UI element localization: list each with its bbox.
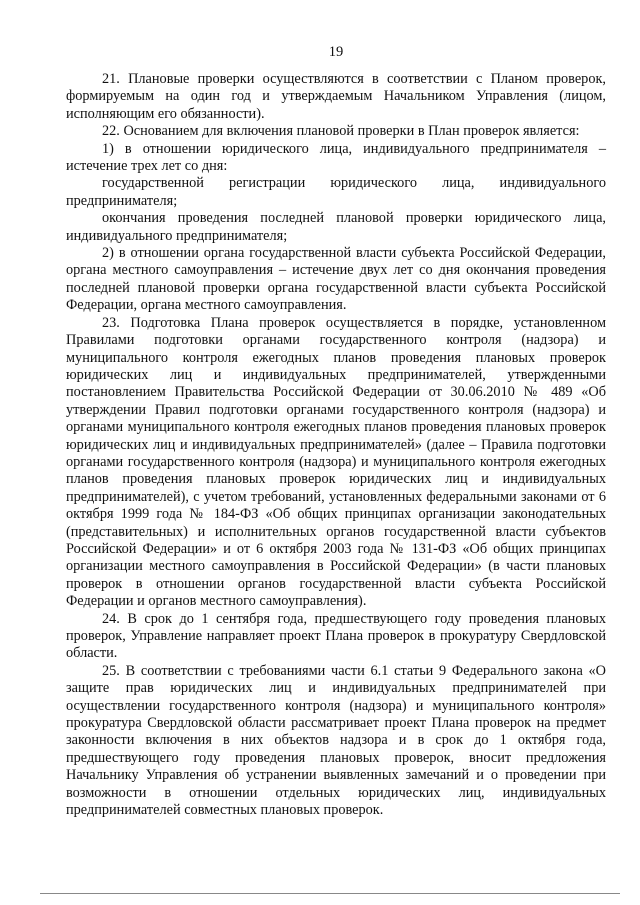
scan-bottom-edge xyxy=(40,893,620,894)
paragraph-25: 25. В соответствии с требованиями части 6.1 статьи 9 Федерального закона «О защите прав юридических лиц и индивидуальных предпринимателей при осуществлении государственного контроля (надзора) и муниципального контроля» прокуратура Свердловской области рассматривает проект Плана проверок на предмет законности включения в них объектов надзора и в срок до 1 октября года, предшествующего году проведения плановых проверок, вносит предложения Начальнику Управления об устранении выявленных замечаний и о проведении при возможности в отношении отдельных юридических лиц, индивидуальных предпринимателей совместных плановых проверок. xyxy=(66,662,606,819)
paragraph-22-item-1-a: государственной регистрации юридического лица, индивидуального предпринимателя; xyxy=(66,175,606,209)
paragraph-22-item-2: 2) в отношении органа государственной власти субъекта Российской Федерации, органа местного самоуправления – истечение двух лет со дня окончания проведения последней плановой проверки органа государственной власти субъекта Российской Федерации, органа местного самоуправления. xyxy=(66,245,606,314)
paragraph-22-item-1-b: окончания проведения последней плановой проверки юридического лица, индивидуального предпринимателя; xyxy=(66,210,606,244)
paragraph-22-item-1: 1) в отношении юридического лица, индивидуального предпринимателя – истечение трех лет со дня: xyxy=(66,140,606,175)
page-number: 19 xyxy=(328,44,344,60)
paragraph-23: 23. Подготовка Плана проверок осуществляется в порядке, установленном Правилами подготовки органами государственного контроля (надзора) и муниципального контроля ежегодных планов проведения плановых проверок юридических лиц и индивидуальных предпринимателей, утвержденными постановлением Правительства Российской Федерации от 30.06.2010 № 489 «Об утверждении Правил подготовки органами государственного контроля (надзора) и органами муниципального контроля ежегодных планов проведения плановых проверок юридических лиц и индивидуальных предпринимателей» (далее – Правила подготовки органами государственного контроля (надзора) и муниципального контроля ежегодных планов проведения плановых проверок юридических лиц и индивидуальных предпринимателей), с учетом требований, установленных федеральными законами от 6 октября 1999 года № 184-ФЗ «Об общих принципах организации законодательных (представительных) и исполнительных органов государственной власти субъектов Российской Федерации» и от 6 октября 2003 года № 131-ФЗ «Об общих принципах организации местного самоуправления в Российской Федерации» (в части плановых проверок в отношении органов государственной власти субъекта Российской Федерации и органов местного самоуправления). xyxy=(66,314,606,610)
paragraph-21: 21. Плановые проверки осуществляются в соответствии с Планом проверок, формируемым на один год и утверждаемым Начальником Управления (лицом, исполняющим его обязанности). xyxy=(66,71,606,122)
document-body xyxy=(66,71,606,819)
paragraph-24: 24. В срок до 1 сентября года, предшествующего году проведения плановых проверок, Управление направляет проект Плана проверок в прокуратуру Свердловской области. xyxy=(66,610,606,662)
paragraph-22: 22. Основанием для включения плановой проверки в План проверок является: xyxy=(102,123,580,140)
